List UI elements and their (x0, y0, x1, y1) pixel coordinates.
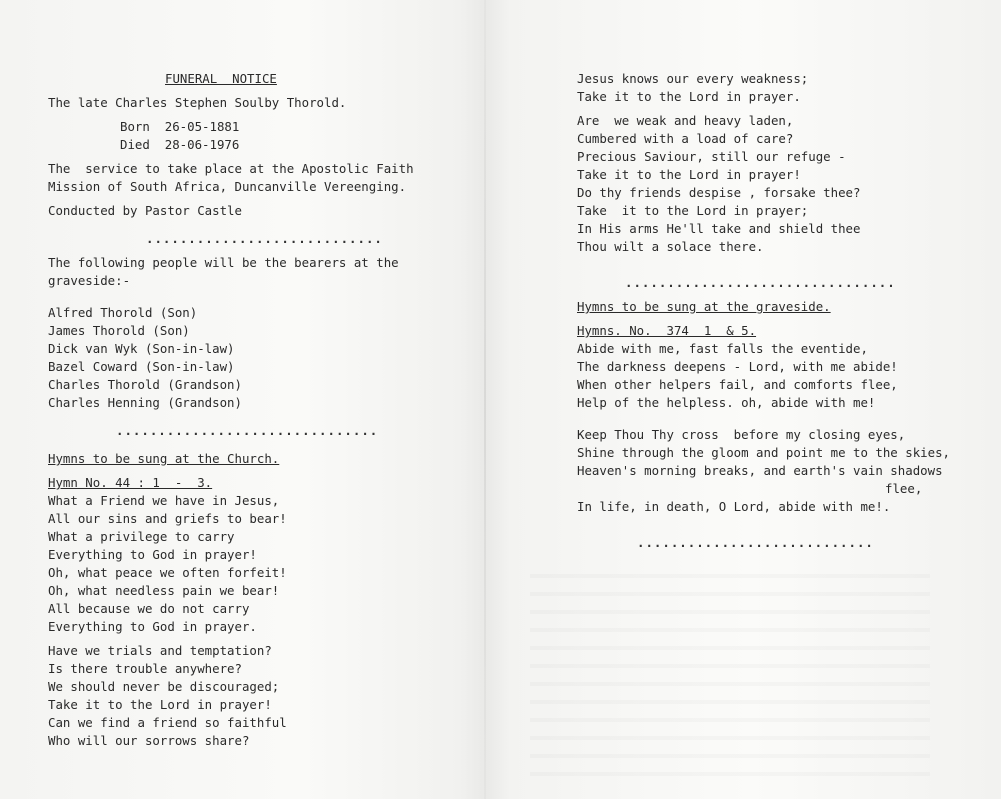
hymn-line: What a Friend we have in Jesus, (48, 493, 280, 508)
hymn-line: Is there trouble anywhere? (48, 661, 242, 676)
hymn-line: When other helpers fail, and comforts flee, (577, 377, 898, 392)
hymn-line: Jesus knows our every weakness; (577, 71, 809, 86)
hymn-line: Cumbered with a load of care? (577, 131, 794, 146)
hymn-line: Take it to the Lord in prayer. (577, 89, 801, 104)
hymn-line: In His arms He'll take and shield thee (577, 221, 861, 236)
dotted-separator: ............................ (637, 535, 874, 550)
hymn-line: All our sins and griefs to bear! (48, 511, 287, 526)
hymn-line: Oh, what needless pain we bear! (48, 583, 280, 598)
died-date: Died 28-06-1976 (120, 137, 240, 152)
hymn-line: Precious Saviour, still our refuge - (577, 149, 846, 164)
service-line: Mission of South Africa, Duncanville Vereenging. (48, 179, 407, 194)
hymn-line: Take it to the Lord in prayer! (577, 167, 801, 182)
hymn-line: Are we weak and heavy laden, (577, 113, 794, 128)
bearer-item: Dick van Wyk (Son-in-law) (48, 341, 235, 356)
hymn-line: Heaven's morning breaks, and earth's vain shadows (577, 463, 943, 478)
bearer-item: Alfred Thorold (Son) (48, 305, 198, 320)
hymn-line: Take it to the Lord in prayer; (577, 203, 809, 218)
bearer-item: Charles Thorold (Grandson) (48, 377, 242, 392)
right-page (577, 70, 987, 552)
dotted-separator: ............................... (116, 423, 379, 438)
hymn-line: All because we do not carry (48, 601, 250, 616)
hymn-line: Help of the helpless. oh, abide with me! (577, 395, 876, 410)
bearers-intro: The following people will be the bearers at the (48, 255, 399, 270)
hymn-line: We should never be discouraged; (48, 679, 280, 694)
hymn-line: Take it to the Lord in prayer! (48, 697, 272, 712)
hymn-line: What a privilege to carry (48, 529, 235, 544)
bearers-intro: graveside:- (48, 273, 131, 288)
hymn-line: Can we find a friend so faithful (48, 715, 287, 730)
dotted-separator: ............................ (146, 231, 383, 246)
hymn-line: Everything to God in prayer. (48, 619, 257, 634)
page-fold (484, 0, 486, 799)
bearer-item: James Thorold (Son) (48, 323, 190, 338)
notice-title: FUNERAL NOTICE (165, 71, 277, 86)
show-through-shadow (530, 560, 930, 780)
hymn-line: In life, in death, O Lord, abide with me!. (577, 499, 891, 514)
hymn-line: Shine through the gloom and point me to the skies, (577, 445, 950, 460)
graveside-hymns-heading: Hymns to be sung at the graveside. (577, 299, 831, 314)
born-date: Born 26-05-1881 (120, 119, 240, 134)
conducted-by: Conducted by Pastor Castle (48, 203, 242, 218)
dotted-separator: ................................ (625, 275, 896, 290)
hymn-line: Who will our sorrows share? (48, 733, 250, 748)
bearer-item: Charles Henning (Grandson) (48, 395, 242, 410)
left-page (48, 70, 468, 750)
hymn-line: Have we trials and temptation? (48, 643, 272, 658)
church-hymn-number: Hymn No. 44 : 1 - 3. (48, 475, 213, 490)
bearer-item: Bazel Coward (Son-in-law) (48, 359, 235, 374)
hymn-line-flee: flee, (885, 481, 923, 496)
hymn-line: Abide with me, fast falls the eventide, (577, 341, 868, 356)
service-line: The service to take place at the Apostolic Faith (48, 161, 414, 176)
graveside-hymn-number: Hymns. No. 374 1 & 5. (577, 323, 757, 338)
hymn-line: Keep Thou Thy cross before my closing eyes, (577, 427, 906, 442)
hymn-line: Thou wilt a solace there. (577, 239, 764, 254)
hymn-line: Everything to God in prayer! (48, 547, 257, 562)
church-hymns-heading: Hymns to be sung at the Church. (48, 451, 280, 466)
deceased-name: The late Charles Stephen Soulby Thorold. (48, 95, 347, 110)
hymn-line: The darkness deepens - Lord, with me abide! (577, 359, 898, 374)
hymn-line: Do thy friends despise , forsake thee? (577, 185, 861, 200)
hymn-line: Oh, what peace we often forfeit! (48, 565, 287, 580)
